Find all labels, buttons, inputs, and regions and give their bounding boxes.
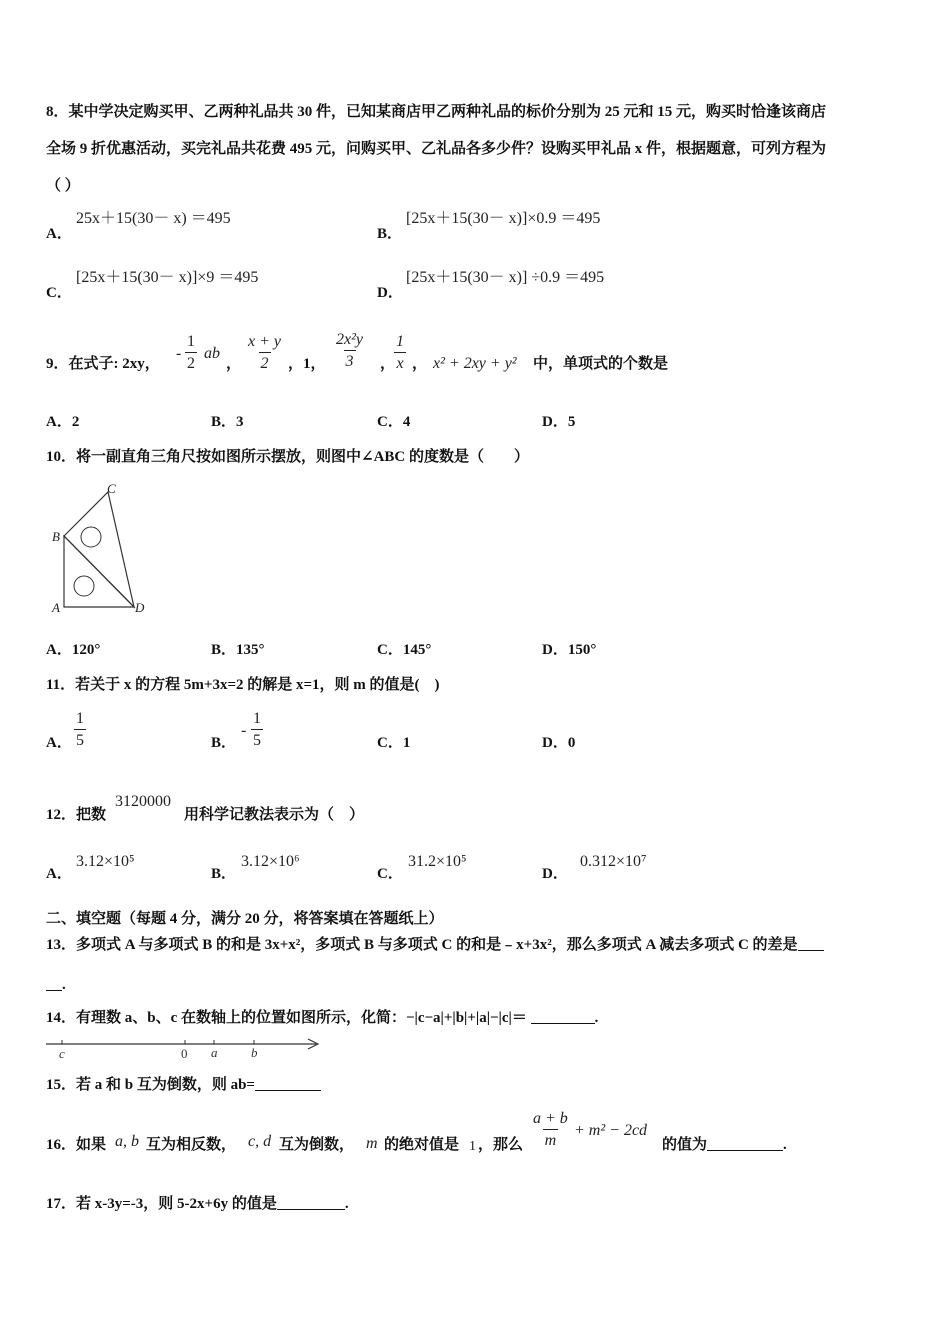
q8-option-d: [25x＋15(30－ x)] ÷0.9 ＝495 (406, 269, 605, 286)
q8-line2: 全场 9 折优惠活动，买完礼品共花费 495 元，问购买甲、乙礼品各多少件？设购买甲礼品 x 件，根据题意，可列方程为 (46, 141, 827, 157)
q15-answer-blank[interactable] (255, 1076, 321, 1091)
q9-comma-1: ， (226, 356, 242, 372)
q12-option-c-label: C． (377, 866, 403, 882)
q15-text: 15．若 a 和 b 互为倒数，则 ab= (46, 1077, 255, 1093)
q9-f1-num: 1 (187, 333, 195, 350)
q8-option-d-label: D． (377, 285, 403, 301)
q16-part1: 16．如果 (46, 1137, 107, 1153)
q16-cd: c, d (248, 1133, 272, 1150)
q14-end: . (594, 1010, 599, 1026)
q9-one: ，1， (288, 356, 326, 372)
q16-part4: 的绝对值是 (384, 1137, 460, 1153)
q8-option-b: [25x＋15(30－ x)]×0.9 ＝495 (406, 210, 601, 227)
q8-line3: （ ） (46, 178, 80, 194)
q11-text: 11．若关于 x 的方程 5m+3x=2 的解是 x=1，则 m 的值是( ) (46, 677, 440, 693)
q16-part2: 互为相反数， (146, 1137, 237, 1153)
q11-option-b-label: B． (211, 735, 237, 751)
q12-option-d-label: D． (542, 866, 568, 882)
q9-comma-3: ， (412, 356, 428, 372)
q9-minus: - (176, 345, 182, 362)
label-a: A (52, 600, 60, 615)
q12-option-d: 0.312×10⁷ (580, 853, 647, 870)
q12-option-a-label: A． (46, 866, 72, 882)
q8-option-c: [25x＋15(30－ x)]×9 ＝495 (76, 269, 259, 286)
q17-end: . (344, 1196, 349, 1212)
q12-suffix: 用科学记教法表示为（ ） (184, 807, 365, 823)
q8-option-c-label: C． (46, 285, 72, 301)
q10-option-c: C．145° (377, 642, 432, 658)
q9-f4-num: 1 (396, 333, 404, 350)
q15-line (46, 1076, 321, 1094)
q11-option-a-label: A． (46, 735, 72, 751)
q9-f2-den: 2 (259, 352, 271, 373)
label-d: D (135, 600, 145, 615)
q16-ab: a, b (115, 1133, 139, 1150)
axis-label-b: b (251, 1045, 258, 1060)
q8-option-a-label: A． (46, 226, 72, 242)
q9-fraction-half (185, 333, 197, 373)
q9-prefix: 9．在式子: 2xy， (46, 356, 160, 372)
q12-option-b: 3.12×10⁶ (241, 853, 300, 870)
axis-label-c: c (59, 1046, 65, 1061)
q9-f3-den: 3 (344, 350, 356, 371)
q12-option-c: 31.2×10⁵ (408, 853, 467, 870)
q14-text: 14．有理数 a、b、c 在数轴上的位置如图所示，化简：−|c−a|+|b|+|a|−|c|＝ (46, 1010, 527, 1026)
q8-line1: 8．某中学决定购买甲、乙两种礼品共 30 件，已知某商店甲乙两种礼品的标价分别为 25 元和 15 元，购买时恰逢该商店 (46, 104, 827, 120)
q14-answer-blank[interactable] (531, 1009, 595, 1024)
q9-fraction-sum (246, 333, 283, 373)
axis-label-zero: 0 (181, 1046, 188, 1061)
q10-option-b: B．135° (211, 642, 265, 658)
q17-text: 17．若 x-3y=-3，则 5-2x+6y 的值是 (46, 1196, 277, 1212)
number-line (44, 1036, 329, 1064)
q16-f-den: m (543, 1129, 559, 1150)
q12-option-a: 3.12×10⁵ (76, 853, 135, 870)
q9-fraction-reciprocal (394, 333, 406, 373)
q9-f3-num: 2x²y (336, 331, 363, 348)
triangle-hole-lower (74, 576, 94, 596)
q13-line1 (46, 936, 824, 954)
q12-number: 3120000 (115, 793, 171, 810)
q16-part5: ，那么 (478, 1137, 524, 1153)
q9-f1-tail: ab (204, 345, 220, 362)
q13-line2 (46, 976, 66, 994)
q9-polynomial: x² + 2xy + y² (433, 355, 517, 372)
q16-fraction (531, 1110, 570, 1150)
q10-text: 10．将一副直角三角尺按如图所示摆放，则图中∠ABC 的度数是（ ） (46, 449, 529, 465)
q13-answer-blank-a[interactable] (798, 936, 824, 951)
label-b: B (52, 529, 60, 544)
q11-option-a-fraction (74, 710, 86, 750)
q13-answer-blank-b[interactable] (46, 976, 62, 991)
label-c: C (107, 481, 116, 496)
triangle-figure (46, 478, 156, 623)
q11-b-den: 5 (251, 729, 263, 750)
q12-prefix: 12．把数 (46, 807, 107, 823)
q16-part6: 的值为 (662, 1137, 708, 1153)
q9-fraction-mono (334, 331, 365, 371)
q9-option-d: D．5 (542, 414, 576, 430)
section-heading-fill-in: 二、填空题（每题 4 分，满分 20 分，将答案填在答题纸上） (46, 911, 444, 927)
q8-option-a: 25x＋15(30－ x) ＝495 (76, 210, 231, 227)
q10-option-d: D．150° (542, 642, 597, 658)
q11-option-d: D．0 (542, 735, 576, 751)
q11-option-c: C．1 (377, 735, 411, 751)
q16-end: . (783, 1137, 787, 1153)
q11-a-den: 5 (74, 729, 86, 750)
q13-end: . (62, 977, 66, 993)
q16-one: 1 (469, 1139, 476, 1154)
q16-part3: 互为倒数， (279, 1137, 355, 1153)
q11-a-num: 1 (76, 710, 84, 727)
q9-f2-num: x + y (248, 333, 281, 350)
q16-tail: + m² − 2cd (574, 1122, 648, 1139)
triangle-hole-upper (81, 527, 101, 547)
q9-option-b: B．3 (211, 414, 244, 430)
q9-f4-den: x (394, 352, 405, 373)
q14-line (46, 1009, 598, 1027)
q16-m: m (366, 1135, 378, 1152)
q9-comma-2: ， (380, 356, 396, 372)
q17-line (46, 1195, 349, 1213)
q12-option-b-label: B． (211, 866, 237, 882)
axis-label-a: a (211, 1045, 218, 1060)
q16-line-end (662, 1136, 787, 1154)
q9-option-a: A．2 (46, 414, 80, 430)
q17-answer-blank[interactable] (277, 1195, 345, 1210)
q8-option-b-label: B． (377, 226, 403, 242)
q16-answer-blank[interactable] (707, 1136, 783, 1151)
q11-option-b-fraction (251, 710, 263, 750)
q9-option-c: C．4 (377, 414, 411, 430)
q11-b-num: 1 (253, 710, 261, 727)
q16-f-num: a + b (533, 1110, 568, 1127)
q9-f1-den: 2 (185, 352, 197, 373)
q13-text: 13．多项式 A 与多项式 B 的和是 3x+x²，多项式 B 与多项式 C 的和是﹣x+3x²，那么多项式 A 减去多项式 C 的差是 (46, 937, 798, 953)
q11-option-b-minus: - (241, 722, 247, 739)
q9-suffix: 中，单项式的个数是 (533, 356, 669, 372)
q10-option-a: A．120° (46, 642, 101, 658)
